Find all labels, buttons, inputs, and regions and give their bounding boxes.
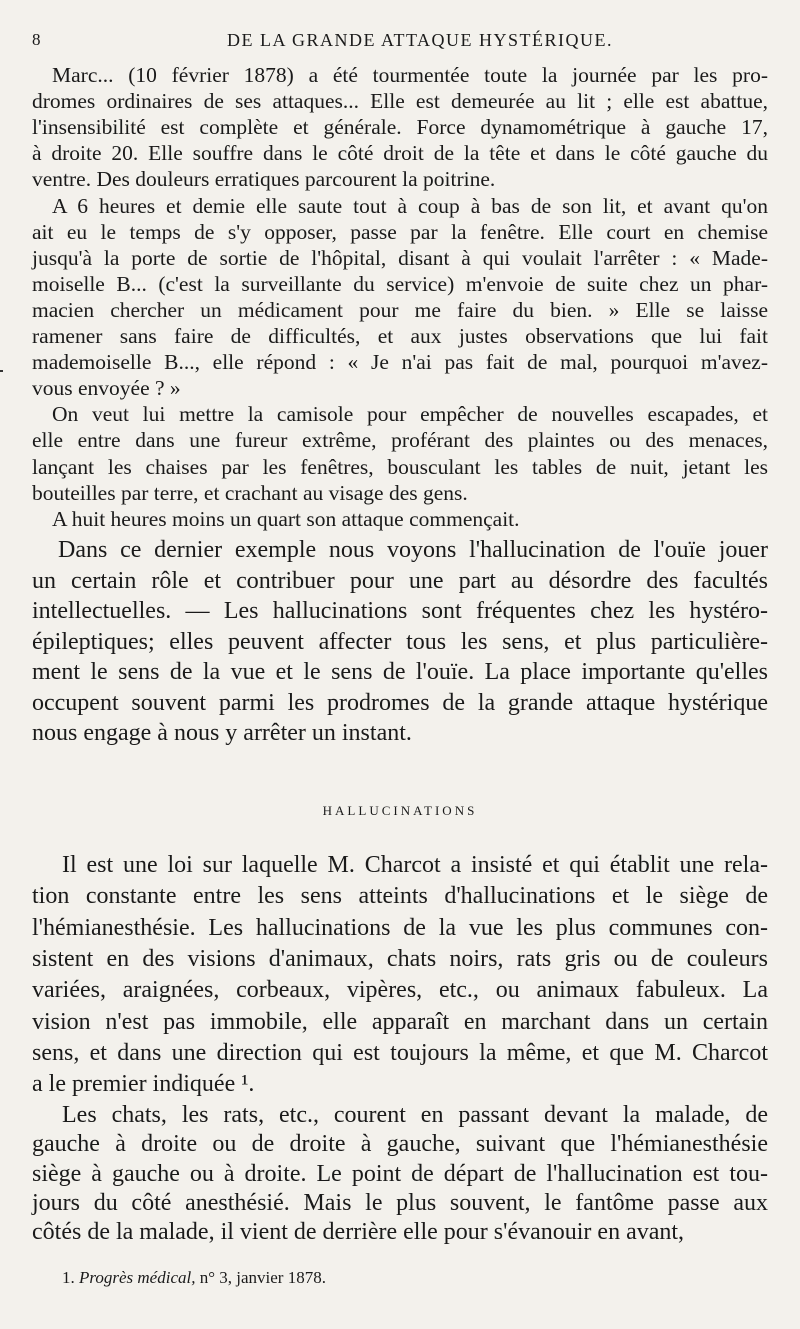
commentary-line: épileptiques; elles peuvent affecter tous les sens, et plus particulière- [32,628,768,655]
case-report-line: macien chercher un médicament pour me faire du bien. » Elle se laisse [32,297,768,322]
section-line: sistent en des visions d'animaux, chats noirs, rats gris ou de couleurs [32,945,768,972]
margin-mark [0,370,3,372]
case-report-line: lançant les chaises par les fenêtres, bousculant les tables de nuit, jetant les [32,454,768,479]
page-number: 8 [32,30,41,49]
case-report-line: vous envoyée ? » [32,376,181,401]
case-report-line: A 6 heures et demie elle saute tout à coup à bas de son lit, et avant qu'on [52,193,768,218]
section-line: Les chats, les rats, etc., courent en passant devant la malade, de [62,1102,768,1128]
case-report-line: à droite 20. Elle souffre dans le côté droit de la tête et dans le côté gauche du [32,141,768,166]
section-line: Il est une loi sur laquelle M. Charcot a insisté et qui établit une rela- [62,852,768,878]
section-line: variées, araignées, corbeaux, vipères, etc., ou animaux fabuleux. La [32,977,768,1004]
running-title: DE LA GRANDE ATTAQUE HYSTÉRIQUE. [227,30,614,50]
case-report-line: mademoiselle B..., elle répond : « Je n'ai pas fait de mal, pourquoi m'avez- [32,350,768,375]
section-heading: HALLUCINATIONS [322,803,478,818]
commentary-line: ment le sens de la vue et le sens de l'ouïe. La place importante qu'elles [32,659,768,685]
section-line: a le premier indiquée ¹. [32,1071,255,1098]
footnote-source: Progrès médical, [79,1268,196,1287]
commentary-line: occupent souvent parmi les prodromes de la grande attaque hystérique [32,689,768,716]
case-report-line: ait eu le temps de s'y opposer, passe par la fenêtre. Elle court en chemise [32,219,768,244]
footnote [62,1268,326,1288]
commentary-line: nous engage à nous y arrêter un instant. [32,720,412,746]
case-report-line: ventre. Des douleurs erratiques parcourent la poitrine. [32,167,496,192]
page-header [32,30,772,54]
case-report-line: ramener sans faire de difficultés, et aux justes observations que lui fait [32,324,768,348]
section-line: gauche à droite ou de droite à gauche, suivant que l'hémianesthésie [32,1131,768,1158]
case-report-line: moiselle B... (c'est la surveillante du service) m'envoie de suite chez un phar- [32,271,768,296]
case-report-line: jusqu'à la porte de sortie de l'hôpital, disant à qui voulait l'arrêter : « Made- [32,245,768,270]
case-report-line: On veut lui mettre la camisole pour empêcher de nouvelles escapades, et [52,402,768,427]
section-line: l'hémianesthésie. Les hallucinations de la vue les plus communes con- [32,914,768,941]
commentary-line: Dans ce dernier exemple nous voyons l'hallucination de l'ouïe jouer [58,537,768,563]
section-line: côtés de la malade, il vient de derrière elle pour s'évanouir en avant, [32,1219,685,1246]
case-report-line: l'insensibilité est complète et générale. Force dynamométrique à gauche 17, [32,115,768,140]
commentary-line: un certain rôle et contribuer pour une part au désordre des facultés [32,567,768,594]
commentary-line: intellectuelles. — Les hallucinations sont fréquentes chez les hystéro- [32,598,768,624]
case-report-line: A huit heures moins un quart son attaque commençait. [52,506,520,531]
case-report-line: bouteilles par terre, et crachant au visage des gens. [32,480,468,505]
section-line: sens, et dans une direction qui est toujours la même, et que M. Charcot [32,1039,768,1066]
footnote-details: n° 3, janvier 1878. [195,1268,326,1287]
section-line: jours du côté anesthésié. Mais le plus souvent, le fantôme passe aux [32,1189,768,1216]
case-report-line: elle entre dans une fureur extrême, proférant des plaintes ou des menaces, [32,428,768,453]
case-report-line: Marc... (10 février 1878) a été tourmentée toute la journée par les pro- [52,63,768,87]
section-line: siège à gauche ou à droite. Le point de départ de l'hallucination est tou- [32,1160,768,1187]
case-report-line: dromes ordinaires de ses attaques... Elle est demeurée au lit ; elle est abattue, [32,89,768,114]
footnote-number: 1. [62,1268,75,1287]
section-line: vision n'est pas immobile, elle apparaît en marchant dans un certain [32,1008,768,1035]
section-line: tion constante entre les sens atteints d'hallucinations et le siège de [32,883,768,910]
